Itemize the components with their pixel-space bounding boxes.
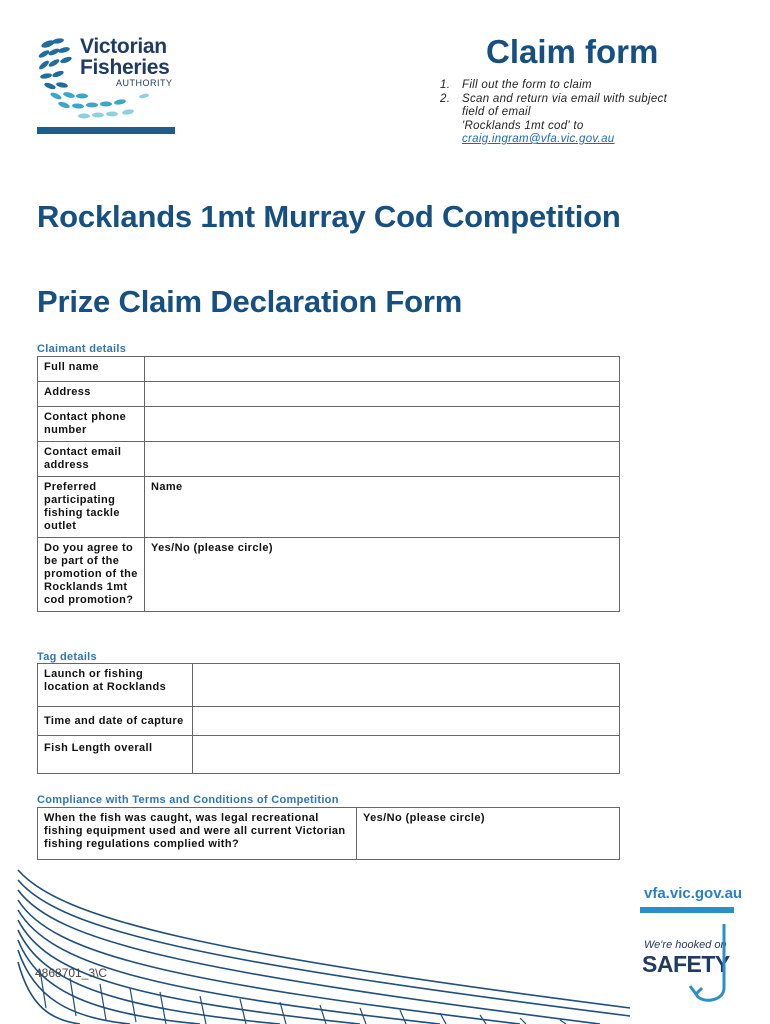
phone-field[interactable] <box>145 407 620 442</box>
field-label: Preferred participating fishing tackle outlet <box>38 477 145 538</box>
instruction-text: field of email <box>462 106 531 118</box>
tag-section-label: Tag details <box>37 651 97 663</box>
location-field[interactable] <box>193 664 620 707</box>
instruction-text: Scan and return via email with subject <box>462 92 668 105</box>
url-underline-bar <box>640 907 734 913</box>
fish-length-field[interactable] <box>193 736 620 774</box>
table-row <box>38 407 620 442</box>
address-field[interactable] <box>145 382 620 407</box>
field-label: Fish Length overall <box>38 736 193 774</box>
table-row <box>38 538 620 612</box>
instruction-text: Fill out the form to claim <box>462 79 592 91</box>
claimant-table <box>37 356 620 612</box>
field-label: Do you agree to be part of the promotion of the Rocklands 1mt cod promotion? <box>38 538 145 612</box>
capture-time-field[interactable] <box>193 707 620 736</box>
competition-heading: Rocklands 1mt Murray Cod Competition <box>37 199 621 234</box>
table-row <box>38 736 620 774</box>
instruction-number: 2. <box>440 92 451 105</box>
compliance-answer-field[interactable]: Yes/No (please circle) <box>357 808 620 860</box>
instruction-item <box>440 93 667 147</box>
compliance-table <box>37 807 620 860</box>
logo-underline-bar <box>37 127 175 134</box>
email-field[interactable] <box>145 442 620 477</box>
field-label: Time and date of capture <box>38 707 193 736</box>
table-row <box>38 357 620 382</box>
document-id: 4868701_3\C <box>35 966 108 980</box>
logo-line1: Victorian <box>80 35 167 58</box>
email-link[interactable]: craig.ingram@vfa.vic.gov.au <box>462 133 615 145</box>
safety-word: SAFETY <box>642 951 730 977</box>
logo-line2: Fisheries <box>80 56 170 79</box>
field-label: Launch or fishing location at Rocklands <box>38 664 193 707</box>
field-label: Contact email address <box>38 442 145 477</box>
website-url[interactable]: vfa.vic.gov.au <box>644 885 743 902</box>
wave-lines-decoration <box>0 858 640 1024</box>
tag-table <box>37 663 620 774</box>
instruction-number: 1. <box>440 79 451 91</box>
field-label: Full name <box>38 357 145 382</box>
instructions-list <box>440 79 667 147</box>
compliance-question: When the fish was caught, was legal recreational fishing equipment used and were all current Victorian fishing regulations complied with? <box>38 808 357 860</box>
table-row <box>38 382 620 407</box>
table-row <box>38 808 620 860</box>
instruction-item <box>440 79 667 93</box>
promotion-consent-field[interactable]: Yes/No (please circle) <box>145 538 620 612</box>
tackle-outlet-field[interactable]: Name <box>145 477 620 538</box>
full-name-field[interactable] <box>145 357 620 382</box>
logo-wordmark <box>80 36 170 78</box>
claimant-section-label: Claimant details <box>37 343 127 355</box>
hooked-on-safety-logo-icon <box>640 918 736 1010</box>
claim-form-title: Claim form <box>486 33 659 70</box>
declaration-heading: Prize Claim Declaration Form <box>37 284 463 319</box>
field-label: Contact phone number <box>38 407 145 442</box>
instruction-text: 'Rocklands 1mt cod' to <box>462 119 584 132</box>
table-row <box>38 664 620 707</box>
table-row <box>38 442 620 477</box>
table-row <box>38 477 620 538</box>
compliance-section-label: Compliance with Terms and Conditions of Competition <box>37 794 339 806</box>
table-row <box>38 707 620 736</box>
safety-tagline: We're hooked on <box>644 939 727 951</box>
field-label: Address <box>38 382 145 407</box>
logo-authority: AUTHORITY <box>116 78 173 88</box>
